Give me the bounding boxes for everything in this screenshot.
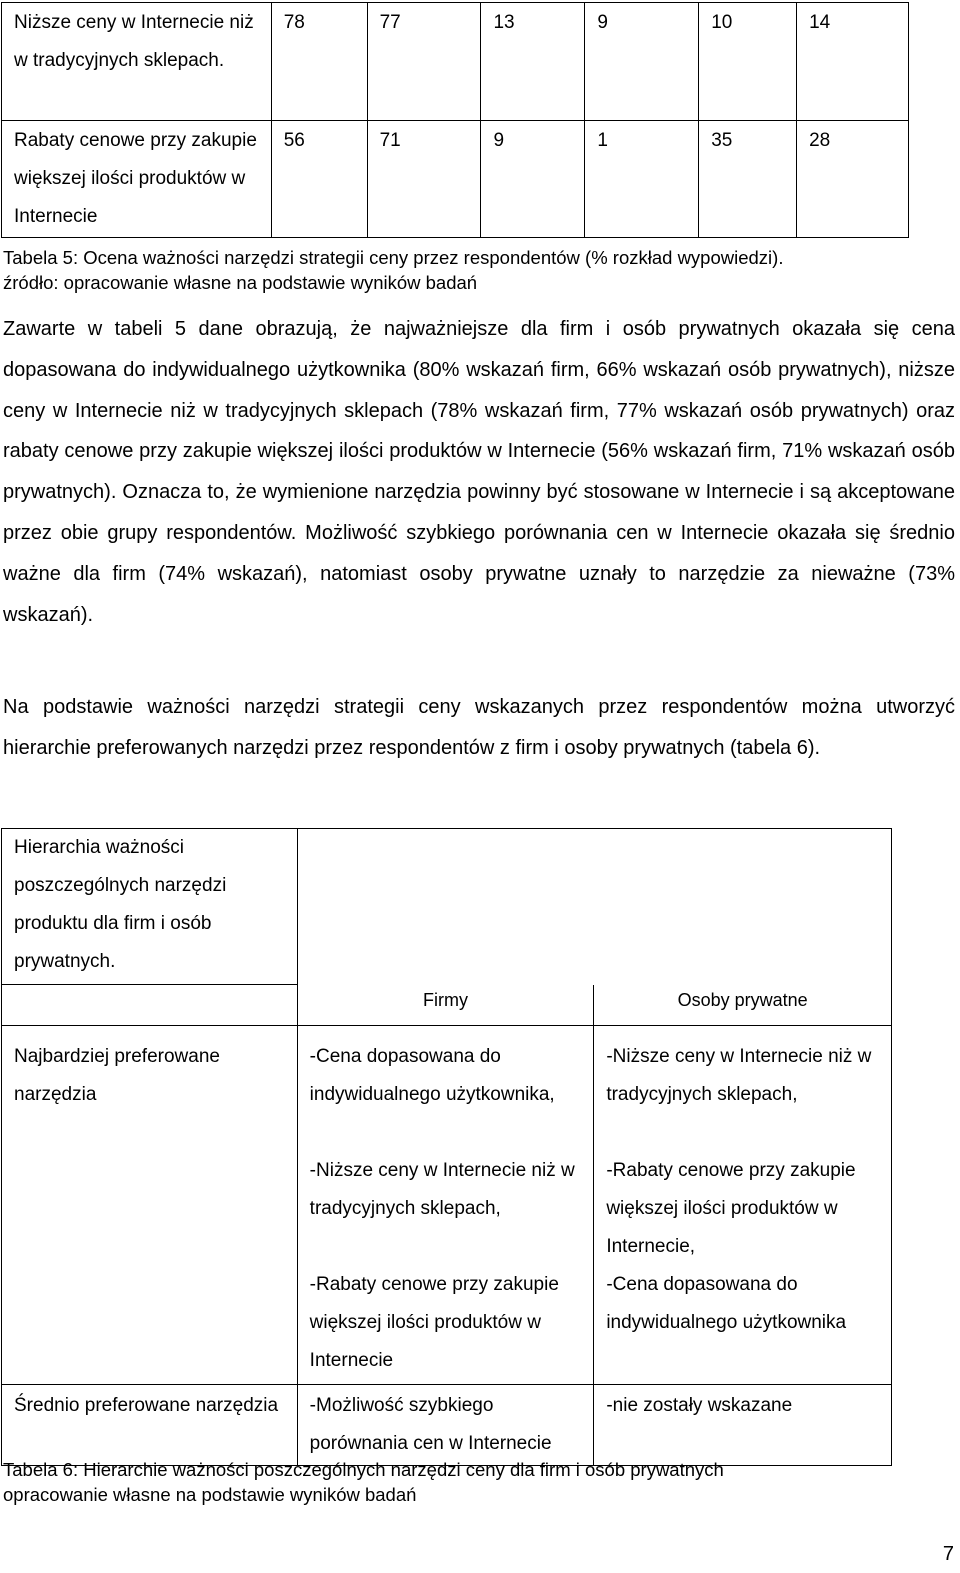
- list-item: -Rabaty cenowe przy zakupie większej ilości produktów w Internecie: [309, 1273, 559, 1371]
- page-number: 7: [942, 1543, 954, 1565]
- table-row: [2, 1025, 892, 1384]
- value-cell: 9: [481, 121, 585, 238]
- row-label: Średnio preferowane narzędzia: [2, 1384, 298, 1465]
- table-6-source: opracowanie własne na podstawie wyników badań: [3, 1484, 417, 1505]
- row-label: [2, 1025, 298, 1384]
- table-row: [2, 3, 909, 121]
- list-item: -Cena dopasowana do indywidualnego użytkownika,: [309, 1045, 555, 1105]
- paragraph: Na podstawie ważności narzędzi strategii ceny wskazanych przez respondentów można utworzyć hierarchie preferowanych narzędzi przez respondentów z firm i osoby prywatnych (tabela 6).: [3, 696, 955, 759]
- row-label: Niższe ceny w Internecie niż w tradycyjnych sklepach.: [2, 3, 272, 121]
- table-row: [2, 121, 909, 238]
- list-item: -Rabaty cenowe przy zakupie większej ilości produktów w Internecie,: [606, 1159, 856, 1257]
- value-cell: 56: [271, 121, 367, 238]
- firms-cell: [297, 1025, 594, 1384]
- row-label-text: Najbardziej preferowane narzędzia: [14, 1045, 220, 1105]
- empty-cell: [297, 829, 891, 985]
- value-cell: 78: [271, 3, 367, 121]
- value-cell: 28: [797, 121, 909, 238]
- value-cell: 77: [367, 3, 481, 121]
- column-header-private: Osoby prywatne: [594, 985, 892, 1026]
- private-cell: [594, 1025, 892, 1384]
- table-5-source: źródło: opracowanie własne na podstawie wyników badań: [3, 272, 478, 293]
- firms-cell: [297, 1384, 594, 1465]
- table-6: [1, 828, 892, 1466]
- value-cell: 1: [585, 121, 699, 238]
- table-6-caption: Tabela 6: Hierarchie ważności poszczególnych narzędzi ceny dla firm i osób prywatnych: [3, 1459, 724, 1480]
- table-5: [1, 2, 909, 238]
- column-header-firms: Firmy: [297, 985, 594, 1026]
- row-label: Rabaty cenowe przy zakupie większej ilości produktów w Internecie: [2, 121, 272, 238]
- value-cell: 71: [367, 121, 481, 238]
- table-5-caption: Tabela 5: Ocena ważności narzędzi strategii ceny przez respondentów (% rozkład wypowiedzi).: [3, 247, 784, 268]
- value-cell: 9: [585, 3, 699, 121]
- value-cell: 13: [481, 3, 585, 121]
- list-item: -Możliwość szybkiego porównania cen w Internecie: [309, 1394, 552, 1454]
- list-item: -Niższe ceny w Internecie niż w tradycyjnych sklepach,: [606, 1045, 872, 1105]
- empty-cell: [2, 985, 298, 1026]
- value-cell: 10: [699, 3, 797, 121]
- value-cell: 14: [797, 3, 909, 121]
- value-cell: 35: [699, 121, 797, 238]
- table-row: [2, 1384, 892, 1465]
- list-item: -Cena dopasowana do indywidualnego użytkownika: [606, 1273, 847, 1333]
- list-item: -Niższe ceny w Internecie niż w tradycyjnych sklepach,: [309, 1159, 575, 1219]
- list-item: -nie zostały wskazane: [606, 1394, 793, 1416]
- table-row: [2, 985, 892, 1026]
- paragraph: Zawarte w tabeli 5 dane obrazują, że najważniejsze dla firm i osób prywatnych okazała się cena dopasowana do indywidualnego użytkownika (80% wskazań firm, 66% wskazań osób prywatnych), niższe ceny w Internecie niż w tradycyjnych sklepach (78% wskazań firm, 77% wskazań osób prywatnych) oraz rabaty cenowe przy zakupie większej ilości produktów w Internecie (56% wskazań firm, 71% wskazań osób prywatnych). Oznacza to, że wymienione narzędzia powinny być stosowane w Internecie i są akceptowane przez obie grupy respondentów. Możliwość szybkiego porównania cen w Internecie okazała się średnio ważne dla firm (74% wskazań), natomiast osoby prywatne uznały to narzędzie za nieważne (73% wskazań).: [3, 318, 955, 626]
- table-6-header: Hierarchia ważności poszczególnych narzędzi produktu dla firm i osób prywatnych.: [2, 829, 298, 985]
- table-row: [2, 829, 892, 985]
- private-cell: [594, 1384, 892, 1465]
